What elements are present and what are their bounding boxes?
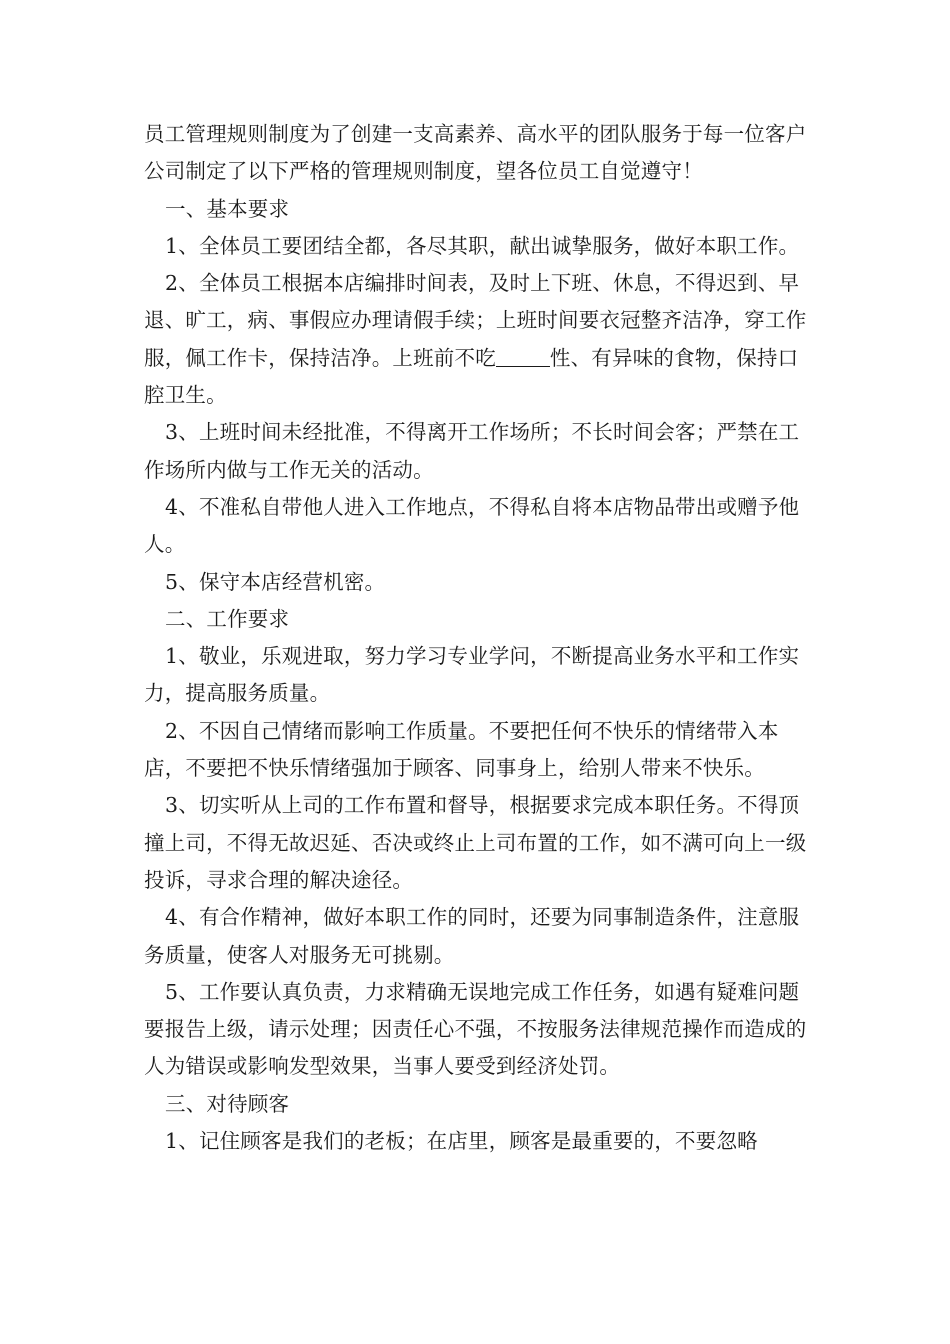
section-heading-work: 二、工作要求 bbox=[165, 606, 290, 631]
section-heading-customers: 三、对待顾客 bbox=[165, 1091, 290, 1116]
list-item: 1、记住顾客是我们的老板；在店里，顾客是最重要的，不要忽略 bbox=[165, 1129, 758, 1154]
intro-paragraph: 员工管理规则制度为了创建一支高素养、高水平的团队服务于每一位客户公司制定了以下严格的管理规则制度，望各位员工自觉遵守！ bbox=[144, 122, 807, 184]
fill-in-blank bbox=[496, 345, 550, 367]
list-item: 1、全体员工要团结全都，各尽其职，献出诚挚服务，做好本职工作。 bbox=[165, 233, 800, 258]
list-item bbox=[144, 265, 816, 414]
list-item-text-tail: 性、有异味的食物，保持口腔卫生。 bbox=[144, 345, 799, 408]
list-item: 4、有合作精神，做好本职工作的同时，还要为同事制造条件，注意服务质量，使客人对服务无可挑剔。 bbox=[144, 905, 800, 967]
list-item: 3、上班时间未经批准，不得离开工作场所；不长时间会客；严禁在工作场所内做与工作无关的活动。 bbox=[144, 420, 800, 482]
list-item: 5、工作要认真负责，力求精确无误地完成工作任务，如遇有疑难问题要报告上级，请示处理；因责任心不强，不按服务法律规范操作而造成的人为错误或影响发型效果，当事人要受到经济处罚。 bbox=[144, 979, 807, 1079]
list-item: 3、切实听从上司的工作布置和督导，根据要求完成本职任务。不得顶撞上司，不得无故迟延、否决或终止上司布置的工作，如不满可向上一级投诉，寻求合理的解决途径。 bbox=[144, 793, 807, 892]
list-item: 5、保守本店经营机密。 bbox=[165, 569, 386, 594]
list-item-text: 2、全体员工根据本店编排时间表，及时上下班、休息，不得迟到、早退、旷工，病、事假应办理请假手续；上班时间要衣冠整齐洁净，穿工作服，佩工作卡，保持洁净。上班前不吃 bbox=[144, 271, 807, 370]
list-item: 1、敬业，乐观进取，努力学习专业学问，不断提高业务水平和工作实力，提高服务质量。 bbox=[144, 644, 800, 706]
list-item: 4、不准私自带他人进入工作地点，不得私自将本店物品带出或赠予他人。 bbox=[144, 494, 800, 557]
list-item: 2、不因自己情绪而影响工作质量。不要把任何不快乐的情绪带入本店，不要把不快乐情绪强加于顾客、同事身上，给别人带来不快乐。 bbox=[144, 718, 779, 781]
document-body bbox=[144, 116, 816, 1160]
section-heading-basic: 一、基本要求 bbox=[165, 196, 290, 221]
